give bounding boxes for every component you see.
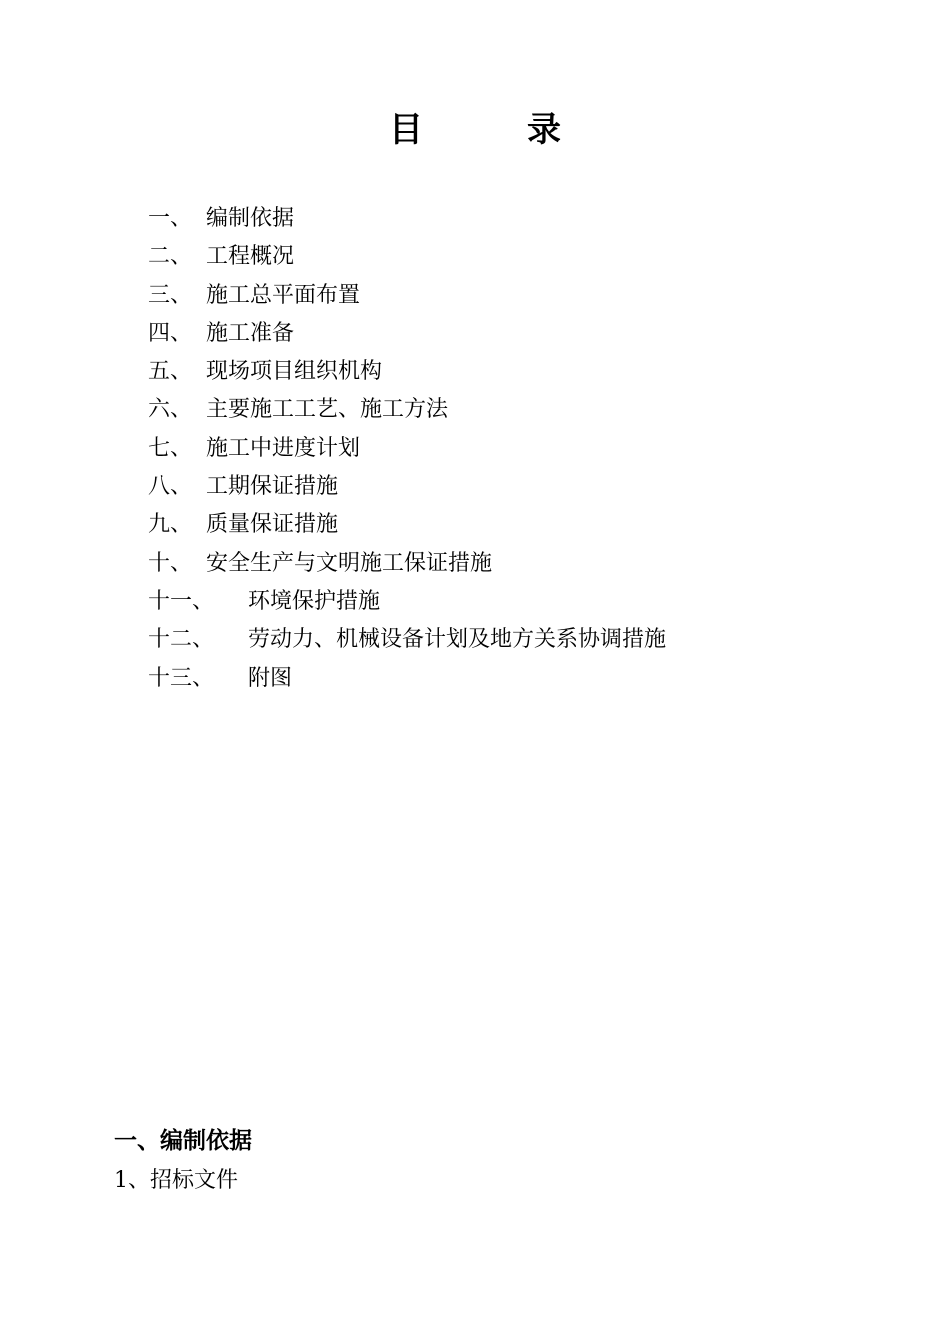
toc-item-text: 现场项目组织机构: [206, 359, 383, 385]
toc-item-text: 工期保证措施: [206, 474, 339, 500]
toc-item[interactable]: [148, 430, 666, 468]
toc-item-text: 主要施工工艺、施工方法: [206, 397, 449, 423]
toc-item[interactable]: [148, 277, 666, 315]
toc-item[interactable]: [148, 200, 666, 238]
toc-item[interactable]: [148, 353, 666, 391]
toc-item-text: 施工总平面布置: [206, 282, 361, 308]
toc-item[interactable]: [148, 621, 666, 659]
toc-item-text: 质量保证措施: [206, 512, 339, 538]
section-heading: 一、编制依据: [114, 1127, 252, 1154]
toc-item-text: 施工中进度计划: [206, 435, 361, 461]
toc-item[interactable]: [148, 468, 666, 506]
toc-item-number: 二、: [148, 244, 193, 270]
toc-item-number: 十、: [148, 550, 193, 576]
toc-item-number: 十三、: [148, 665, 215, 691]
toc-item-text: 环境保护措施: [248, 588, 381, 614]
toc-item-number: 一、: [148, 206, 193, 231]
toc-item-number: 四、: [148, 320, 193, 346]
toc-item[interactable]: [148, 506, 666, 544]
toc-item-text: 附图: [248, 665, 293, 691]
toc-item-number: 八、: [148, 474, 193, 500]
toc-item-text: 安全生产与文明施工保证措施: [206, 550, 493, 576]
toc-item[interactable]: [148, 583, 666, 621]
section-list-item: 1、招标文件: [114, 1168, 238, 1193]
toc-item-number: 五、: [148, 359, 193, 385]
toc-item[interactable]: [148, 238, 666, 276]
toc-item-number: 三、: [148, 282, 193, 308]
toc-item-number: 七、: [148, 435, 193, 461]
toc-item-text: 工程概况: [206, 244, 295, 270]
toc-title-char-2: 录: [527, 110, 561, 150]
toc-list: [148, 200, 666, 698]
toc-item-number: 十二、: [148, 627, 215, 653]
toc-item-text: 劳动力、机械设备计划及地方关系协调措施: [248, 627, 667, 653]
toc-item-text: 编制依据: [206, 206, 295, 231]
toc-item[interactable]: [148, 660, 666, 698]
toc-item[interactable]: [148, 315, 666, 353]
toc-item-number: 六、: [148, 397, 193, 423]
toc-title: [0, 108, 950, 152]
toc-item[interactable]: [148, 391, 666, 429]
toc-title-char-1: 目: [389, 110, 423, 150]
toc-item-number: 十一、: [148, 588, 215, 614]
toc-item-number: 九、: [148, 512, 193, 538]
toc-item[interactable]: [148, 545, 666, 583]
toc-item-text: 施工准备: [206, 320, 295, 346]
